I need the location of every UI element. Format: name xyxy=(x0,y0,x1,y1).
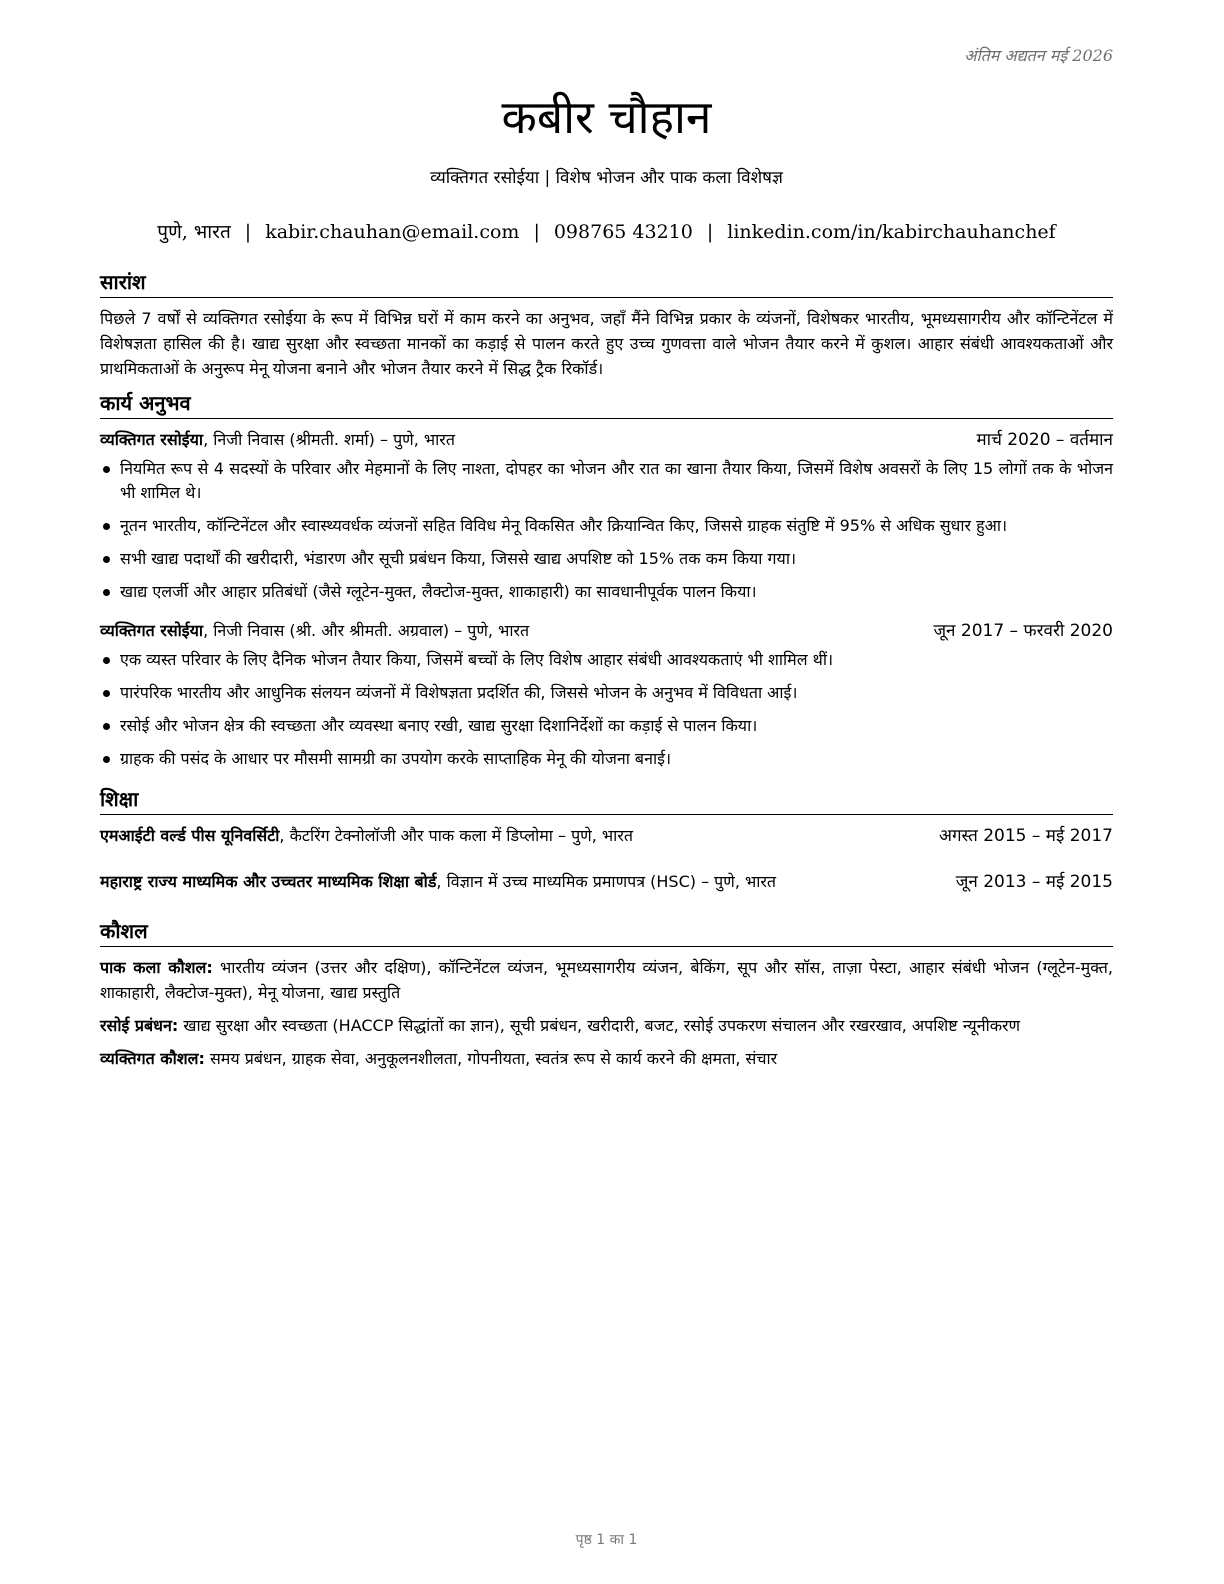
skill-label: रसोई प्रबंधन: xyxy=(100,1016,179,1035)
section-title-experience: कार्य अनुभव xyxy=(100,389,1113,419)
job-entry xyxy=(100,618,1113,771)
education-entry xyxy=(100,869,1113,895)
experience-section xyxy=(100,389,1113,771)
education-section xyxy=(100,785,1113,895)
summary-section xyxy=(100,268,1113,381)
job-detail: , निजी निवास (श्री. और श्रीमती. अग्रवाल) – पुणे, भारत xyxy=(203,621,530,640)
job-dates: मार्च 2020 – वर्तमान xyxy=(976,430,1113,450)
education-detail: , कैटरिंग टेक्नोलॉजी और पाक कला में डिप्लोमा – पुणे, भारत xyxy=(279,826,633,845)
skill-group xyxy=(100,1013,1113,1038)
contact-phone[interactable]: 098765 43210 xyxy=(553,221,693,243)
last-updated: अंतिम अद्यतन मई 2026 xyxy=(964,46,1113,65)
job-bullet: सभी खाद्य पदार्थों की खरीदारी, भंडारण और सूची प्रबंधन किया, जिससे खाद्य अपशिष्ट को 15% तक कम किया गया। xyxy=(120,547,1113,571)
education-institution: एमआईटी वर्ल्ड पीस यूनिवर्सिटी xyxy=(100,826,280,845)
contact-separator: | xyxy=(706,221,714,243)
contact-separator: | xyxy=(533,221,540,243)
skill-label: पाक कला कौशल: xyxy=(100,958,213,977)
skill-text: खाद्य सुरक्षा और स्वच्छता (HACCP सिद्धांतों का ज्ञान), सूची प्रबंधन, खरीदारी, बजट, रसोई उपकरण संचालन और रखरखाव, अपशिष्ट न्यूनीकरण xyxy=(178,1016,1021,1035)
education-dates: जून 2013 – मई 2015 xyxy=(955,872,1113,892)
job-bullet: नियमित रूप से 4 सदस्यों के परिवार और मेहमानों के लिए नाश्ता, दोपहर का भोजन और रात का खाना तैयार किया, जिसमें विशेष अवसरों के लिए 15 लोगों तक के भोजन भी शामिल थे। xyxy=(120,457,1113,505)
resume-page xyxy=(100,0,1113,1584)
job-entry xyxy=(100,427,1113,604)
contact-email[interactable]: kabir.chauhan@email.com xyxy=(265,221,520,243)
job-bullet: एक व्यस्त परिवार के लिए दैनिक भोजन तैयार किया, जिसमें बच्चों के लिए विशेष आहार संबंधी आवश्यकताएं भी शामिल थीं। xyxy=(120,648,1113,672)
job-header xyxy=(100,427,1113,453)
job-bullet: पारंपरिक भारतीय और आधुनिक संलयन व्यंजनों में विशेषज्ञता प्रदर्शित की, जिससे भोजन के अनुभव में विविधता आई। xyxy=(120,681,1113,705)
section-title-summary: सारांश xyxy=(100,268,1113,298)
education-heading xyxy=(100,869,776,895)
contact-separator: | xyxy=(244,221,252,243)
education-heading xyxy=(100,823,633,849)
job-heading xyxy=(100,618,529,644)
skill-group xyxy=(100,1046,1113,1071)
section-title-skills: कौशल xyxy=(100,917,1113,947)
education-entry xyxy=(100,823,1113,849)
job-role: व्यक्तिगत रसोईया xyxy=(100,430,204,449)
job-bullet: रसोई और भोजन क्षेत्र की स्वच्छता और व्यवस्था बनाए रखी, खाद्य सुरक्षा दिशानिर्देशों का कड़ाई से पालन किया। xyxy=(120,714,1113,738)
contact-linkedin[interactable]: linkedin.com/in/kabirchauhanchef xyxy=(727,221,1056,243)
job-bullets xyxy=(100,457,1113,604)
skill-label: व्यक्तिगत कौशल: xyxy=(100,1049,205,1068)
skill-group xyxy=(100,955,1113,1005)
page-number: पृष्ठ 1 का 1 xyxy=(575,1532,638,1548)
job-header xyxy=(100,618,1113,644)
headline: व्यक्तिगत रसोईया | विशेष भोजन और पाक कला विशेषज्ञ xyxy=(430,168,783,188)
job-heading xyxy=(100,427,455,453)
job-detail: , निजी निवास (श्रीमती. शर्मा) – पुणे, भारत xyxy=(203,430,455,449)
job-dates: जून 2017 – फरवरी 2020 xyxy=(933,621,1113,641)
contact-location: पुणे, भारत xyxy=(157,221,231,243)
education-detail: , विज्ञान में उच्च माध्यमिक प्रमाणपत्र (HSC) – पुणे, भारत xyxy=(436,872,777,891)
section-title-education: शिक्षा xyxy=(100,785,1113,815)
skill-text: समय प्रबंधन, ग्राहक सेवा, अनुकूलनशीलता, गोपनीयता, स्वतंत्र रूप से कार्य करने की क्षमता, संचार xyxy=(204,1049,778,1068)
education-dates: अगस्त 2015 – मई 2017 xyxy=(938,826,1113,846)
resume-content xyxy=(100,268,1113,1079)
job-bullet: खाद्य एलर्जी और आहार प्रतिबंधों (जैसे ग्लूटेन-मुक्त, लैक्टोज-मुक्त, शाकाहारी) का सावधानीपूर्वक पालन किया। xyxy=(120,580,1113,604)
job-bullet: नूतन भारतीय, कॉन्टिनेंटल और स्वास्थ्यवर्धक व्यंजनों सहित विविध मेनू विकसित और क्रियान्वित किए, जिससे ग्राहक संतुष्टि में 95% से अधिक सुधार हुआ। xyxy=(120,514,1113,538)
job-bullets xyxy=(100,648,1113,771)
job-role: व्यक्तिगत रसोईया xyxy=(100,621,204,640)
job-bullet: ग्राहक की पसंद के आधार पर मौसमी सामग्री का उपयोग करके साप्ताहिक मेनू की योजना बनाई। xyxy=(120,747,1113,771)
education-institution: महाराष्ट्र राज्य माध्यमिक और उच्चतर माध्यमिक शिक्षा बोर्ड xyxy=(100,872,437,891)
contact-line xyxy=(100,218,1113,246)
candidate-name: कबीर चौहान xyxy=(501,90,712,144)
skills-section xyxy=(100,917,1113,1071)
skill-text: भारतीय व्यंजन (उत्तर और दक्षिण), कॉन्टिनेंटल व्यंजन, भूमध्यसागरीय व्यंजन, बेकिंग, सूप और सॉस, ताज़ा पेस्टा, आहार संबंधी भोजन (ग्लूटेन-मुक्त, शाकाहारी, लैक्टोज-मुक्त), मेनू योजना, खाद्य प्रस्तुति xyxy=(100,958,1114,1002)
summary-text: पिछले 7 वर्षों से व्यक्तिगत रसोईया के रूप में विभिन्न घरों में काम करने का अनुभव, जहाँ मैंने विभिन्न प्रकार के व्यंजनों, विशेषकर भारतीय, भूमध्यसागरीय और कॉन्टिनेंटल में विशेषज्ञता हासिल की है। खाद्य सुरक्षा और स्वच्छता मानकों का कड़ाई से पालन करते हुए उच्च गुणवत्ता वाले भोजन तैयार करने में कुशल। आहार संबंधी आवश्यकताओं और प्राथमिकताओं के अनुरूप मेनू योजना बनाने और भोजन तैयार करने में सिद्ध ट्रैक रिकॉर्ड। xyxy=(100,309,1113,378)
